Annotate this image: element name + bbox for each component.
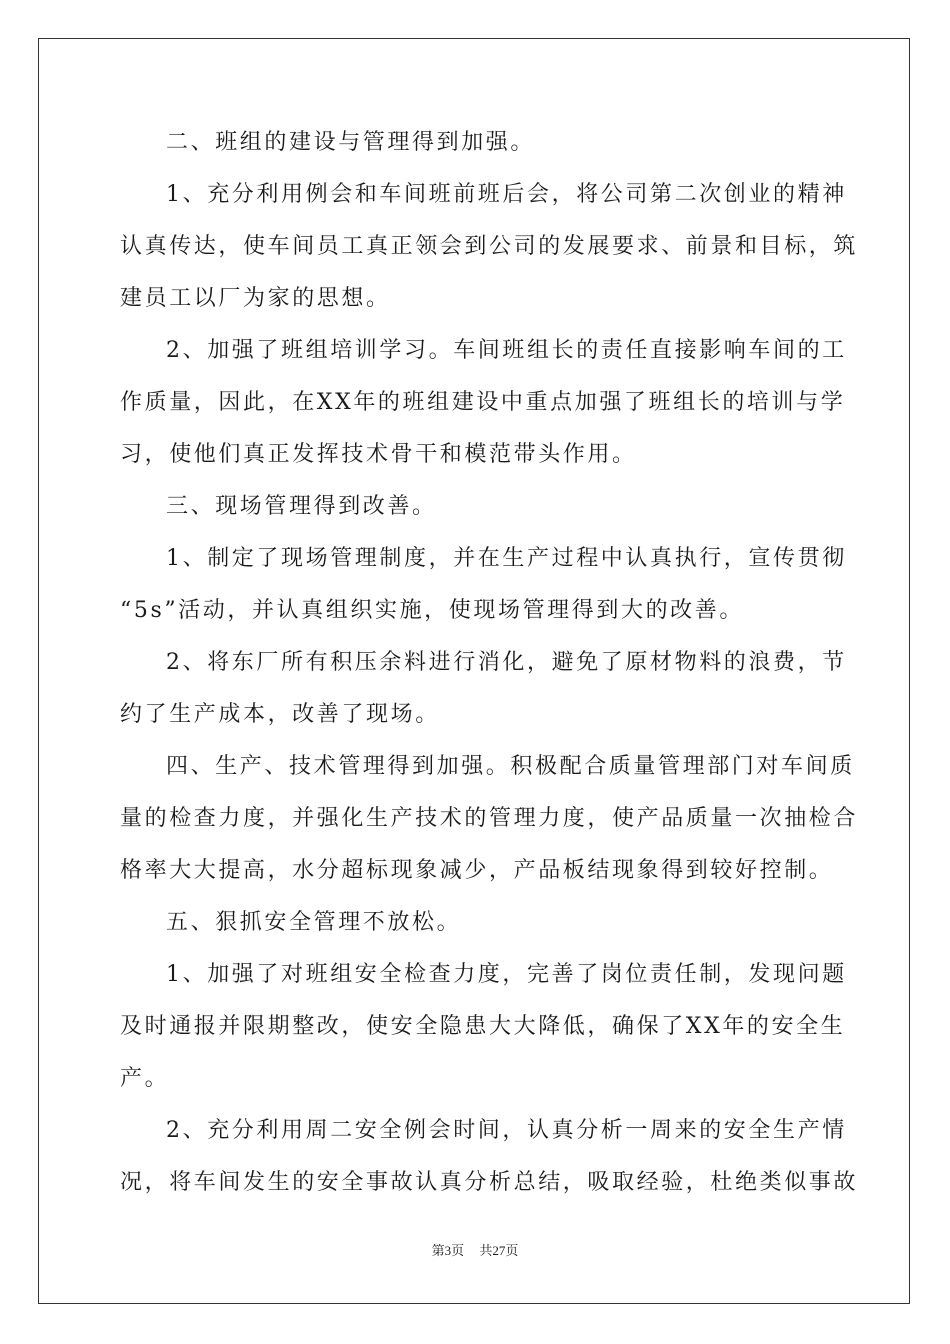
paragraph-line: 1、充分利用例会和车间班前班后会，将公司第二次创业的精神 xyxy=(166,182,847,207)
paragraph-line: 二、班组的建设与管理得到加强。 xyxy=(166,130,536,155)
paragraph-line: 认真传达，使车间员工真正领会到公司的发展要求、前景和目标，筑 xyxy=(120,234,859,259)
paragraph-line: 四、生产、技术管理得到加强。积极配合质量管理部门对车间质 xyxy=(166,754,855,779)
paragraph-line: 2、充分利用周二安全例会时间，认真分析一周来的安全生产情 xyxy=(166,1118,847,1143)
paragraph-line: “5s”活动，并认真组织实施，使现场管理得到大的改善。 xyxy=(120,598,744,623)
paragraph-line: 五、狠抓安全管理不放松。 xyxy=(166,910,462,935)
paragraph-line: 况，将车间发生的安全事故认真分析总结，吸取经验，杜绝类似事故 xyxy=(120,1170,859,1195)
paragraph-line: 1、制定了现场管理制度，并在生产过程中认真执行，宣传贯彻 xyxy=(166,546,847,571)
paragraph-line: 格率大大提高，水分超标现象减少，产品板结现象得到较好控制。 xyxy=(120,858,834,883)
paragraph-line: 2、将东厂所有积压余料进行消化，避免了原材物料的浪费，节 xyxy=(166,650,847,675)
paragraph-line: 作质量，因此，在XX年的班组建设中重点加强了班组长的培训与学 xyxy=(120,390,846,415)
page-footer xyxy=(0,1240,950,1259)
paragraph-line: 产。 xyxy=(120,1066,170,1091)
page-number: 第3页 xyxy=(431,1243,465,1258)
paragraph-line: 习，使他们真正发挥技术骨干和模范带头作用。 xyxy=(120,442,637,467)
page-total: 共27页 xyxy=(479,1243,519,1258)
paragraph-line: 约了生产成本，改善了现场。 xyxy=(120,702,440,727)
paragraph-line: 三、现场管理得到改善。 xyxy=(166,494,437,519)
paragraph-line: 1、加强了对班组安全检查力度，完善了岗位责任制，发现问题 xyxy=(166,962,847,987)
paragraph-line: 量的检查力度，并强化生产技术的管理力度，使产品质量一次抽检合 xyxy=(120,806,859,831)
paragraph-line: 建员工以厂为家的思想。 xyxy=(120,286,391,311)
paragraph-line: 2、加强了班组培训学习。车间班组长的责任直接影响车间的工 xyxy=(166,338,847,363)
paragraph-line: 及时通报并限期整改，使安全隐患大大降低，确保了XX年的安全生 xyxy=(120,1014,846,1039)
